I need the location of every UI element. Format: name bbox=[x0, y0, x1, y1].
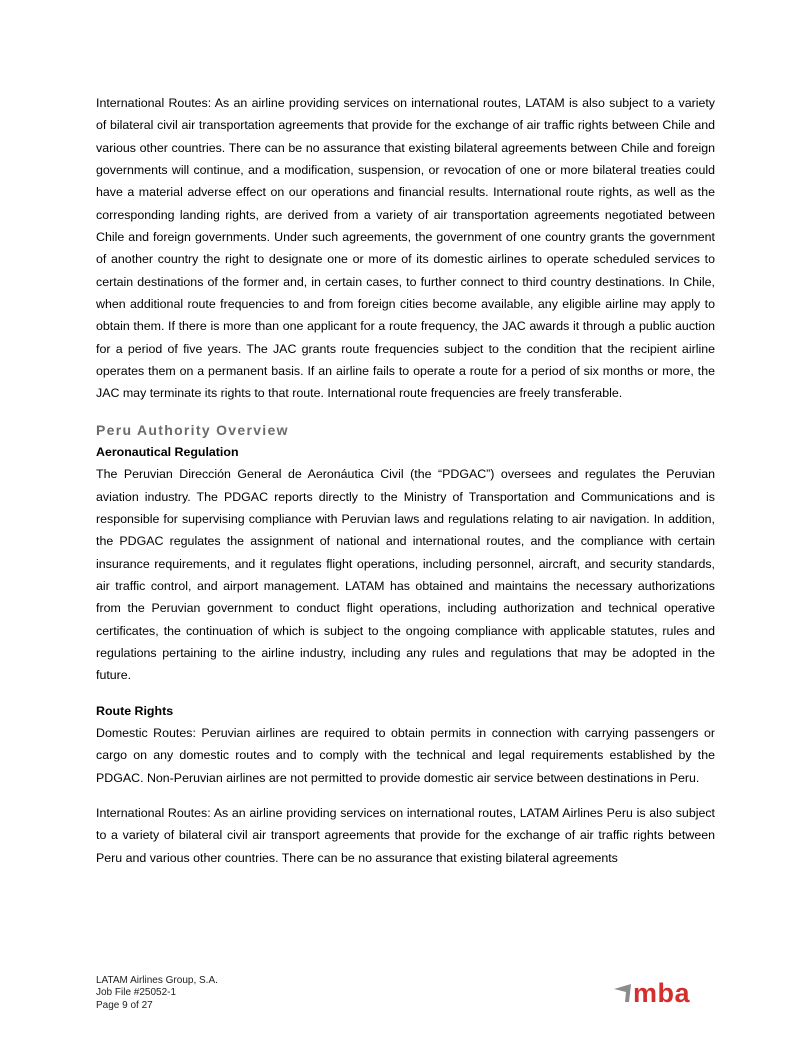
spacer bbox=[96, 687, 715, 700]
mba-logo bbox=[614, 980, 708, 1006]
section-title: Peru Authority Overview bbox=[96, 421, 289, 438]
aeronautical-regulation-heading: Aeronautical Regulation bbox=[96, 444, 239, 459]
logo-mark-icon bbox=[614, 984, 631, 1002]
intl-routes-chile-paragraph: International Routes: As an airline providing services on international routes, LATAM is also subject to a variety of bilateral civil air transportation agreements that provide for the exchange of air traffic rights between Chile and various other countries. There can be no assurance that existing bilateral agreements between Chile and foreign governments will continue, and a modification, suspension, or revocation of one or more bilateral treaties could have a material adverse effect on our operations and financial results. International route rights, as well as the corresponding landing rights, are derived from a variety of air transportation agreements negotiated between Chile and foreign governments. Under such agreements, the government of one country grants the government of another country the right to designate one or more of its domestic airlines to operate scheduled services to certain destinations of the former and, in certain cases, to further connect to third country destinations. In Chile, when additional route frequencies to and from foreign cities become available, any eligible airline may apply to obtain them. If there is more than one applicant for a route frequency, the JAC awards it through a public auction for a period of five years. The JAC grants route frequencies subject to the condition that the recipient airline operates them on a permanent basis. If an airline fails to operate a route for a period of six months or more, the JAC may terminate its rights to that route. International route frequencies are freely transferable. bbox=[96, 96, 715, 401]
aeronautical-regulation-paragraph: The Peruvian Dirección General de Aeronáutica Civil (the “PDGAC”) oversees and regulates the Peruvian aviation industry. The PDGAC reports directly to the Ministry of Transportation and Communications and is responsible for supervising compliance with Peruvian laws and regulations relating to air navigation. In addition, the PDGAC regulates the assignment of national and international routes, and the compliance with certain insurance requirements, and it regulates flight operations, including personnel, aircraft, and security standards, air traffic control, and airport management. LATAM has obtained and maintains the necessary authorizations from the Peruvian government to conduct flight operations, including authorization and technical operative certificates, the continuation of which is subject to the ongoing compliance with applicable statutes, rules and regulations pertaining to the airline industry, including any rules and regulations that may be adopted in the future. bbox=[96, 467, 715, 683]
footer-page-number: Page 9 of 27 bbox=[96, 999, 153, 1011]
footer-company: LATAM Airlines Group, S.A. bbox=[96, 975, 218, 986]
domestic-routes-paragraph: Domestic Routes: Peruvian airlines are required to obtain permits in connection with carrying passengers or cargo on any domestic routes and to comply with the technical and legal requirements established by the PDGAC. Non-Peruvian airlines are not permitted to provide domestic air service between destinations in Peru. bbox=[96, 725, 715, 785]
logo-text: mba bbox=[633, 980, 691, 1006]
page-body bbox=[96, 92, 715, 869]
footer-job-file: Job File #25052-1 bbox=[96, 987, 177, 999]
intl-routes-peru-paragraph: International Routes: As an airline providing services on international routes, LATAM Airlines Peru is also subject to a variety of bilateral civil air transport agreements that provide for the exchange of air traffic rights between Peru and various other countries. There can be no assurance that existing bilateral agreements bbox=[96, 805, 715, 865]
page-footer bbox=[96, 975, 218, 1012]
spacer bbox=[96, 789, 715, 802]
route-rights-heading: Route Rights bbox=[96, 703, 174, 718]
